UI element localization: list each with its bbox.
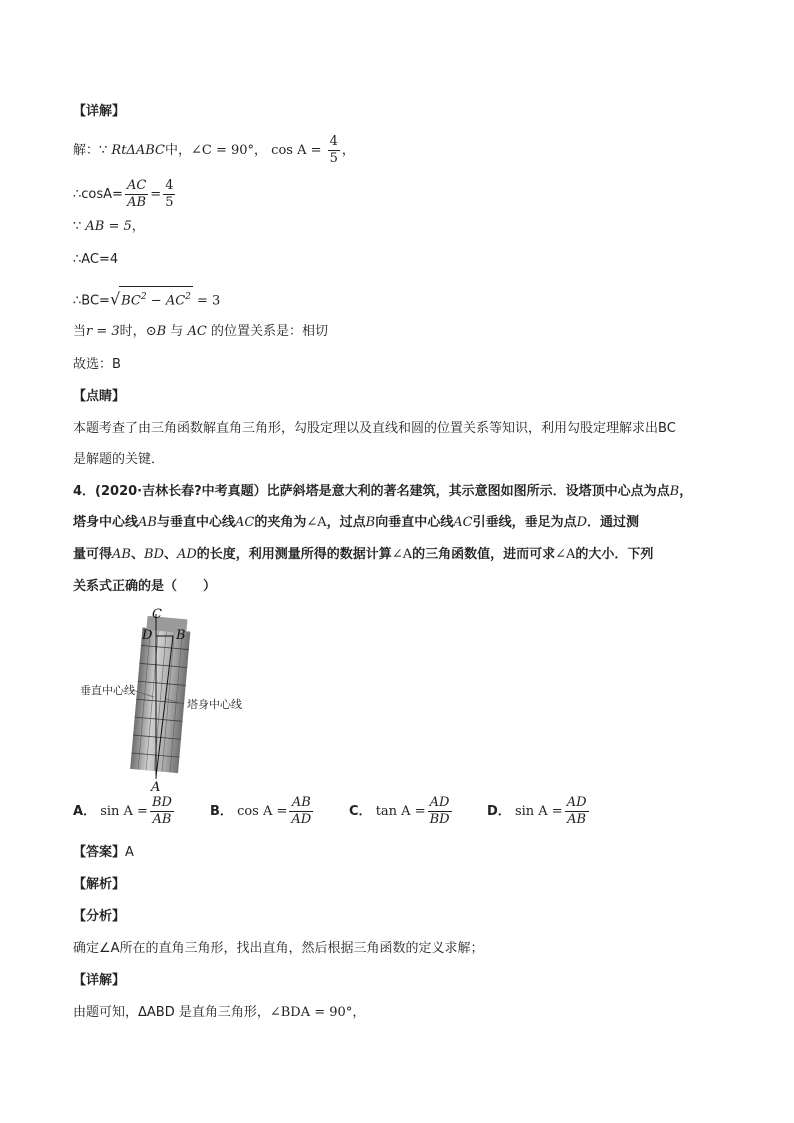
final-line: 由题可知，ΔABD 是直角三角形，∠BDA = 90°， [73, 1005, 366, 1020]
label-tower-center-line: 塔身中心线 [187, 698, 242, 711]
section-analysis-heading: 【分析】 [73, 909, 126, 924]
label-d: D [142, 628, 153, 643]
option-b[interactable]: B． cos A = $\frac{AB}{AD}$ [210, 795, 312, 827]
label-b: B [176, 628, 186, 643]
question-4-line-2: 塔身中心线AB与垂直中心线AC的夹角为∠A，过点B向垂直中心线AC引垂线，垂足为点D．通过测 [73, 515, 640, 530]
solution-line-6: 当r = 3时，⊙B 与 AC 的位置关系是：相切 [73, 324, 328, 339]
question-4-line-1: 4．(2020·吉林长春?中考真题）比萨斜塔是意大利的著名建筑，其示意图如图所示．设塔顶中心点为点B， [73, 484, 693, 499]
fraction: $\frac{4}{5}$ [165, 178, 174, 210]
label-vertical-center-line: 垂直中心线 [80, 684, 135, 697]
fraction: $\frac{4}{5}$ [329, 134, 338, 166]
question-4-line-3: 量可得AB、BD、AD的长度，利用测量所得的数据计算∠A的三角函数值，进而可求∠A的大小．下列 [73, 547, 654, 562]
solution-line-2: ∴cosA= $\frac{AC}{AB}$ = $\frac{4}{5}$ [73, 178, 174, 210]
pisa-tower-figure [70, 607, 260, 792]
option-c[interactable]: C． tan A = $\frac{AD}{BD}$ [349, 795, 450, 827]
solution-line-5: $\therefore BC=√BC^2 - AC^2 = 3$ [73, 286, 220, 311]
fraction: $\frac{AC}{AB}$ [126, 178, 147, 210]
fraction: $\frac{BD}{AB}$ [151, 795, 172, 827]
option-a[interactable]: A． sin A = $\frac{BD}{AB}$ [73, 795, 172, 827]
comment-line-1: 本题考查了由三角函数解直角三角形，勾股定理以及直线和圆的位置关系等知识，利用勾股定理解求出BC [73, 421, 676, 436]
comment-line-2: 是解题的关键． [73, 452, 165, 467]
solution-line-4: ∴AC=4 [73, 252, 119, 267]
analysis-text: 确定∠A所在的直角三角形，找出直角，然后根据三角函数的定义求解； [73, 941, 484, 956]
circle-symbol: ⊙ [145, 324, 157, 339]
option-d[interactable]: D． sin A = $\frac{AD}{AB}$ [487, 795, 587, 827]
question-4-line-4: 关系式正确的是（ ） [73, 579, 217, 594]
solution-line-3: ∵ AB = 5， [73, 219, 145, 234]
solution-line-1: 解：∵ RtΔABC中，∠C = 90°， cos A = $\frac{4}{5}$ ， [73, 134, 355, 166]
square-root: $BC^2 - AC^2$ [119, 286, 193, 311]
fraction: $\frac{AD}{AB}$ [566, 795, 587, 827]
analysis-heading: 【解析】 [73, 877, 126, 892]
label-c: C [152, 607, 162, 622]
fraction: $\frac{AD}{BD}$ [429, 795, 450, 827]
fraction: $\frac{AB}{AD}$ [291, 795, 312, 827]
section-detail-heading-2: 【详解】 [73, 973, 126, 988]
answer-line: 【答案】A [73, 845, 134, 860]
label-a: A [151, 780, 161, 792]
section-detail-heading: 【详解】 [73, 104, 126, 119]
section-comment-heading: 【点睛】 [73, 389, 126, 404]
solution-choice: 故选：B [73, 357, 121, 372]
